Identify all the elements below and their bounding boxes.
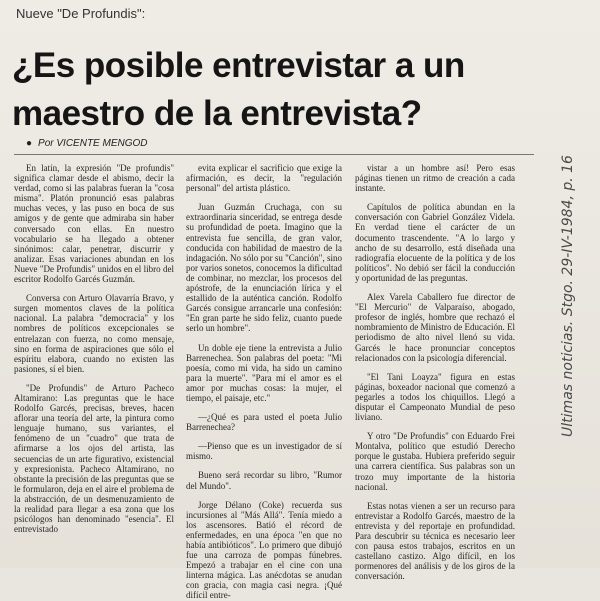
article-column-2 <box>186 163 342 601</box>
paragraph: En latín, la expresión "De profundis" significa clamar desde el abismo, decir la verdad, como si las palabras fueran la "cosa misma". Platón pronunció esas palabras muchas veces, y las puso en boca de sus amigos y de gente que admiraba sin haber conversado con ellas. En nuestro vocabulario se ha llegado a obtener sinónimos: calar, penetrar, discurrir y analizar. Esas variaciones abundan en los Nueve "De Profundis" unidos en el libro del escritor Rodolfo Garcés Guzmán. <box>14 163 174 285</box>
paragraph: Bueno será recordar su libro, "Rumor del Mundo". <box>186 470 342 491</box>
paragraph: evita explicar el sacrificio que exige la afirmación, es decir, la "regulación personal" del artista plástico. <box>186 163 342 194</box>
byline <box>26 138 148 149</box>
paragraph: Y otro "De Profundis" con Eduardo Frei Montalva, político que estudió Derecho porque le gustaba. Hubiera preferido seguir una carrera científica. Sus palabras son un trozo muy importante de la historia nacional. <box>355 431 515 492</box>
paragraph: Estas notas vienen a ser un recurso para entrevistar a Rodolfo Garcés, maestro de la entrevista y del reportaje en profundidad. Para descubrir su técnica es necesario leer con pausa estos trabajos, escritos en un castellano castizo. Algo difícil, en los pormenores del análisis y de los giros de la conversación. <box>355 500 515 582</box>
paragraph: vistar a un hombre así! Pero esas páginas tienen un ritmo de creación a cada instante. <box>355 163 515 194</box>
paragraph: Alex Varela Caballero fue director de "El Mercurio" de Valparaíso, abogado, profesor de inglés, hombre que rechazó el nombramiento de Ministro de Educación. El periodismo de alto nivel llenó su vida. Garcés le hace pronunciar conceptos relacionados con la psicología diferencial. <box>355 292 515 363</box>
byline-text: Por VICENTE MENGOD <box>38 138 148 149</box>
divider <box>14 154 534 155</box>
paragraph: Conversa con Arturo Olavarría Bravo, y surgen momentos claves de la política nacional. La palabra "democracia" y los nombres de políticos excepcionales se entrelazan con fuerza, no como mensaje, sino en forma de aspiraciones que sólo el espíritu elabora, cuando no existen las pasiones, sí el bien. <box>14 293 174 374</box>
paragraph: —Pienso que es un investigador de sí mismo. <box>186 441 342 462</box>
handwritten-source-note <box>548 8 588 568</box>
article-column-1 <box>14 163 174 563</box>
handwritten-note-text: Ultimas noticias. Stgo. 29-IV-1984, p. 16 <box>560 155 576 437</box>
paragraph: Juan Guzmán Cruchaga, con su extraordinaria sinceridad, se entrega desde su profundidad de poeta. Imagino que la entrevista fue sencilla, de gran valor, conducida con habilidad de maestro de la indagación. No sólo por su "Canción", sino por varios sonetos, conocemos la dificultad de combinar, no mezclar, los procesos del apóstrofe, de la enunciación lírica y el estallido de la auténtica canción. Rodolfo Garcés consigue arrancarle una confesión: "En gran parte he sido feliz, cuanto puede serlo un hombre". <box>186 202 342 334</box>
article-column-3 <box>355 163 515 582</box>
paragraph: Jorge Délano (Coke) recuerda sus incursiones al "Más Allá". Tenía miedo a los ascensores. Batió el récord de enfermedades, en una época "en que no había antibióticos". Lo primero que dibujó fue una carroza de pompas fúnebres. Empezó a trabajar en el cine con una linterna mágica. Las anécdotas se anudan con gracia, con magia casi negra. ¡Qué difícil entre- <box>186 499 342 601</box>
paragraph: Un doble eje tiene la entrevista a Julio Barrenechea. Son palabras del poeta: "Mi poesía, como mi vida, ha sido un camino para la muerte". "Para mí el amor es el amor por muchas cosas: la mujer, el tiempo, el paisaje, etc." <box>186 342 342 403</box>
section-kicker: Nueve "De Profundis": <box>16 6 146 21</box>
paragraph: "El Tani Loayza" figura en estas páginas, boxeador nacional que comenzó a pegarles a todos los chiquillos. Llegó a disputar el Campeonato Mundial de peso liviano. <box>355 371 515 423</box>
headline: ¿Es posible entrevistar a un maestro de la entrevista? <box>12 46 465 133</box>
paragraph: —¿Qué es para usted el poeta Julio Barrenechea? <box>186 412 342 433</box>
paragraph: "De Profundis" de Arturo Pacheco Altamirano: Las preguntas que le hace Rodolfo Garcés, precisas, breves, hacen aflorar una teoría del arte, la pintura como lenguaje humano, sus variantes, el fenómeno de un "cuadro" que trata de afirmarse a los ojos del artista, las secuencias de un arte figurativo, existencial y expresionista. Pacheco Altamirano, no obstante la precisión de las preguntas que se le formularon, deja en el aire el problema de la abstracción, de un desmenuzamiento de la realidad para llegar a esa zona que los psicólogos han denominado "esencia". El entrevistado <box>14 382 174 535</box>
bullet-icon: ● <box>26 138 33 149</box>
paragraph: Capítulos de política abundan en la conversación con Gabriel González Videla. En verdad tiene el carácter de un documento trascendente. "A lo largo y ancho de su desarrollo, está diseñada una radiografía elocuente de la política y de los políticos". No debió ser fácil la conducción y oportunidad de las preguntas. <box>355 202 515 283</box>
